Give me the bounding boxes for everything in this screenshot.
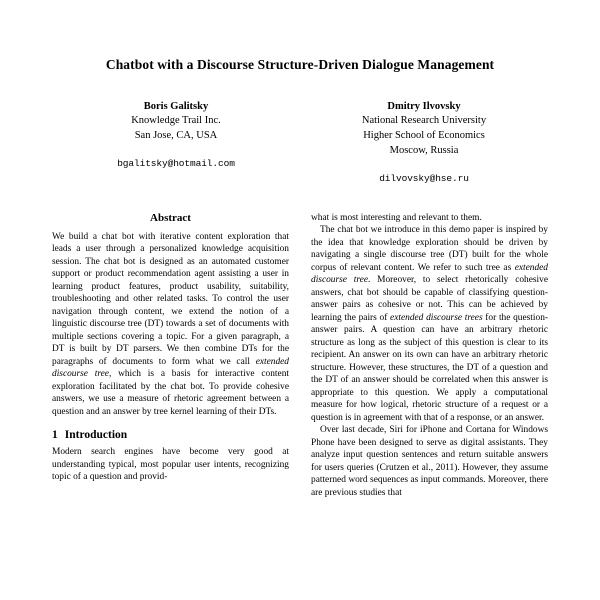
page-title: Chatbot with a Discourse Structure-Driven Dialogue Management xyxy=(105,57,495,72)
section-heading-introduction xyxy=(52,429,289,441)
paragraph: The chat bot we introduce in this demo paper is inspired by the idea that knowledge exploration should be driven by navigating a single discourse tree (DT) built for the whole corpus of relevant content. We refer to such tree as extended discourse tree. Moreover, to select rhetorically cohesive answers, chat bot should be capable of classifying question-answer pairs as cohesive or not. This can be achieved by learning the pairs of extended discourse trees for the question-answer pairs. A question can have an arbitrary rhetoric structure as long as the subject of this question is clear to its recipient. An answer on its own can have an arbitrary rhetoric structure. However, these structures, the DT of a question and the DT of an answer should be correlated when this answer is appropriate to this question. We apply a computational measure for how logical, rhetoric structure of a request or a question is in agreement with that of a response, or an answer. xyxy=(311,225,548,423)
abstract-text: We build a chat bot with iterative content exploration that leads a user through a personalized knowledge acquisition session. The chat bot is designed as an automated customer support or product recommendation agent assisting a user in learning product features, product usability, suitability, troubleshooting and other related tasks. To control the user navigation through content, we extend the notion of a linguistic discourse tree (DT) towards a set of documents with multiple sections covering a topic. For a given paragraph, a DT is built by DT parsers. We then combine DTs for the paragraphs of documents to form what we call extended discourse tree, which is a basis for interactive content exploration facilitated by the chat bot. To provide cohesive answers, we use a measure of rhetoric agreement between a question and an answer by tree kernel learning of their DTs. xyxy=(52,231,289,417)
section-title: Introduction xyxy=(64,429,128,442)
paragraph: Over last decade, Siri for iPhone and Cortana for Windows Phone have been designed to serve as digital assistants. They analyze input question sentences and return suitable answers for users queries (Crutzen et al., 2011). However, they assume patterned word sequences as input commands. Moreover, there are previous studies that xyxy=(311,425,548,498)
paragraph: what is most interesting and relevant to them. xyxy=(311,212,482,223)
author-name: Dmitry Ilvovsky xyxy=(387,100,461,112)
author-affiliation-line: Knowledge Trail Inc. xyxy=(131,115,221,127)
author-affiliation-line: Higher School of Economics xyxy=(363,130,485,142)
author-affiliation-line: San Jose, CA, USA xyxy=(134,130,218,142)
author-block-1 xyxy=(52,100,300,186)
author-block-2 xyxy=(300,100,548,186)
abstract-heading: Abstract xyxy=(150,211,191,224)
author-list xyxy=(52,100,548,186)
column-left xyxy=(52,212,289,500)
two-column-body xyxy=(52,212,548,500)
section-number: 1 xyxy=(52,429,58,442)
author-name: Boris Galitsky xyxy=(143,100,209,112)
author-affiliation-line: Moscow, Russia xyxy=(389,145,459,157)
author-email[interactable]: dilvovsky@hse.ru xyxy=(379,173,469,185)
author-affiliation-line: National Research University xyxy=(361,115,487,127)
author-email[interactable]: bgalitsky@hotmail.com xyxy=(117,158,235,170)
paragraph: Modern search engines have become very good at understanding typical, most popular user intents, recognizing topic of a question and provid- xyxy=(52,447,289,483)
column-right xyxy=(311,212,548,500)
